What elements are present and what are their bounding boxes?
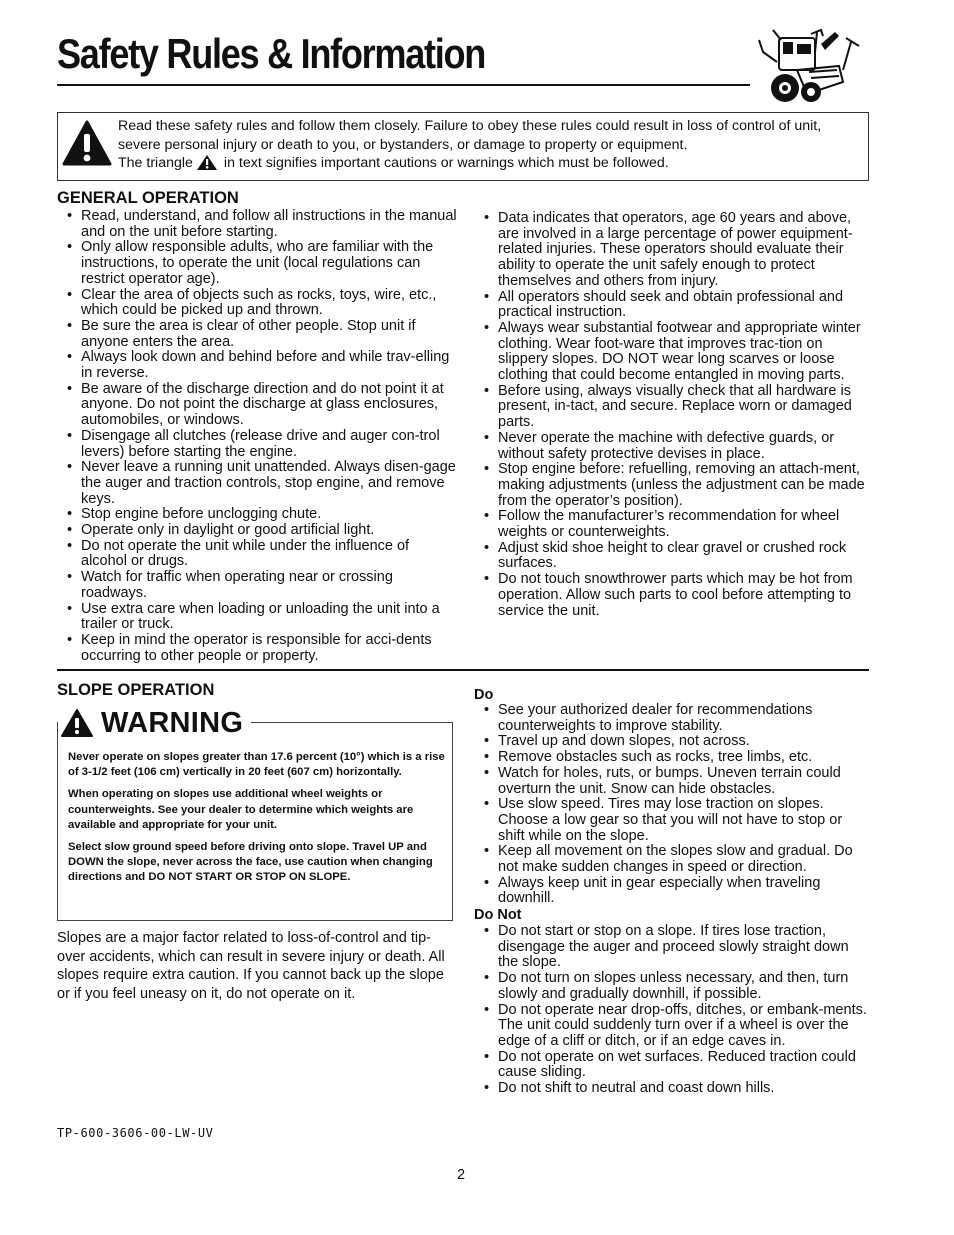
list-item: • Watch for traffic when operating near or crossing roadways. [57,570,457,601]
list-item: • Disengage all clutches (release drive and auger con-trol levers) before starting the engine. [57,429,457,460]
intro-line2-post: in text signifies important cautions or warnings which must be followed. [223,155,669,171]
list-item: • Stop engine before: refuelling, removing an attach-ment, making adjustments (unless the adjustment can be made from the operator’s position). [474,462,870,509]
list-item: • Do not operate near drop-offs, ditches, or embank-ments. The unit could suddenly turn over if a wheel is over the edge of a cliff or ditch, or if an edge caves in. [474,1003,870,1050]
general-operation-heading: GENERAL OPERATION [57,189,239,207]
intro-line1: Read these safety rules and follow them closely. Failure to obey these rules could result in loss of control of unit, severe personal injury or death to you, or bystanders, or damage to property or equipment. [118,118,822,153]
list-item: • Before using, always visually check that all hardware is present, in-tact, and secure. Replace worn or damaged parts. [474,384,870,431]
list-item: • Watch for holes, ruts, or bumps. Uneven terrain could overturn the unit. Snow can hide obstacles. [474,766,870,797]
slope-paragraph: Slopes are a major factor related to loss-of-control and tip-over accidents, which can result in severe injury or death. All slopes require extra caution. If you cannot back up the slope or if you feel uneasy on it, do not operate on it. [57,930,445,1003]
page-number: 2 [457,1167,466,1183]
list-item: • Do not operate the unit while under the influence of alcohol or drugs. [57,539,457,570]
warning-paragraph: When operating on slopes use additional wheel weights or counterweights. See your dealer to determine which weights are available and appropriate for your unit. [68,788,414,831]
list-item: • See your authorized dealer for recommendations counterweights to improve stability. [474,703,870,734]
list-item: • Travel up and down slopes, not across. [474,734,870,750]
page-title: Safety Rules & Information [57,30,486,77]
slope-operation-heading: SLOPE OPERATION [57,681,215,699]
list-item: • Data indicates that operators, age 60 years and above, are involved in a large percentage of power equipment-related injuries. These operators should evaluate their ability to operate the unit safely enough to protect themselves and others from injury. [474,211,870,290]
list-item: • Remove obstacles such as rocks, tree limbs, etc. [474,750,870,766]
general-right-list [474,211,870,619]
list-item: • Operate only in daylight or good artificial light. [57,523,457,539]
title-rule [57,84,750,86]
list-item: • Use extra care when loading or unloading the unit into a trailer or truck. [57,602,457,633]
intro-notice-box [57,112,869,181]
warning-triangle-icon [62,120,112,166]
list-item: • Never leave a running unit unattended. Always disen-gage the auger and traction controls, stop engine, and remove keys. [57,460,457,507]
warning-header [58,705,251,741]
section-divider [57,669,869,671]
list-item: • Do not operate on wet surfaces. Reduced traction could cause sliding. [474,1050,870,1081]
list-item: • Use slow speed. Tires may lose traction on slopes. Choose a low gear so that you will not have to stop or shift while on the slope. [474,797,870,844]
list-item: • Always look down and behind before and while trav-elling in reverse. [57,350,457,381]
list-item: • Keep in mind the operator is responsible for acci-dents occurring to other people or property. [57,633,457,664]
list-item: • Only allow responsible adults, who are familiar with the instructions, to operate the unit (local regulations can restrict operator age). [57,240,457,287]
list-item: • Keep all movement on the slopes slow and gradual. Do not make sudden changes in speed or direction. [474,844,870,875]
warning-label: WARNING [101,706,244,739]
list-item: • Do not turn on slopes unless necessary, and then, turn slowly and gradually downhill, if possible. [474,971,870,1002]
do-list [474,703,870,907]
list-item: • Be sure the area is clear of other people. Stop unit if anyone enters the area. [57,319,457,350]
do-not-heading: Do Not [474,907,522,923]
warning-triangle-icon [60,708,94,738]
snowthrower-icon [751,22,863,106]
intro-text [118,117,863,173]
do-heading: Do [474,687,494,703]
list-item: • Do not start or stop on a slope. If tires lose traction, disengage the auger and proceed slowly straight down the slope. [474,924,870,971]
list-item: • Be aware of the discharge direction and do not point it at anyone. Do not point the discharge at glass enclosures, automobiles, or windows. [57,382,457,429]
list-item: • Stop engine before unclogging chute. [57,507,457,523]
intro-line2-pre: The triangle [118,155,193,171]
list-item: • Always wear substantial footwear and appropriate winter clothing. Wear foot-ware that improves trac-tion on slippery slopes. DO NOT wear long scarves or loose clothing that could become entangled in moving parts. [474,321,870,384]
warning-text [68,750,446,893]
list-item: • Never operate the machine with defective guards, or without safety protective devises in place. [474,431,870,462]
list-item: • Adjust skid shoe height to clear gravel or crushed rock surfaces. [474,541,870,572]
warning-paragraph: Never operate on slopes greater than 17.6 percent (10°) which is a rise of 3-1/2 feet (106 cm) vertically in 20 feet (607 cm) horizontally. [68,751,445,779]
list-item: • Do not shift to neutral and coast down hills. [474,1081,870,1097]
general-left-list [57,209,457,664]
list-item: • Do not touch snowthrower parts which may be hot from operation. Allow such parts to cool before attempting to service the unit. [474,572,870,619]
list-item: • Clear the area of objects such as rocks, toys, wire, etc., which could be picked up and thrown. [57,288,457,319]
list-item: • Read, understand, and follow all instructions in the manual and on the unit before starting. [57,209,457,240]
document-code: TP-600-3606-00-LW-UV [57,1126,214,1140]
warning-paragraph: Select slow ground speed before driving onto slope. Travel UP and DOWN the slope, never across the face, use caution when changing directions and DO NOT START OR STOP ON SLOPE. [68,841,433,884]
list-item: • Follow the manufacturer’s recommendation for wheel weights or counterweights. [474,509,870,540]
list-item: • Always keep unit in gear especially when traveling downhill. [474,876,870,907]
list-item: • All operators should seek and obtain professional and practical instruction. [474,290,870,321]
do-not-list [474,924,870,1097]
inline-triangle-icon [196,154,218,171]
